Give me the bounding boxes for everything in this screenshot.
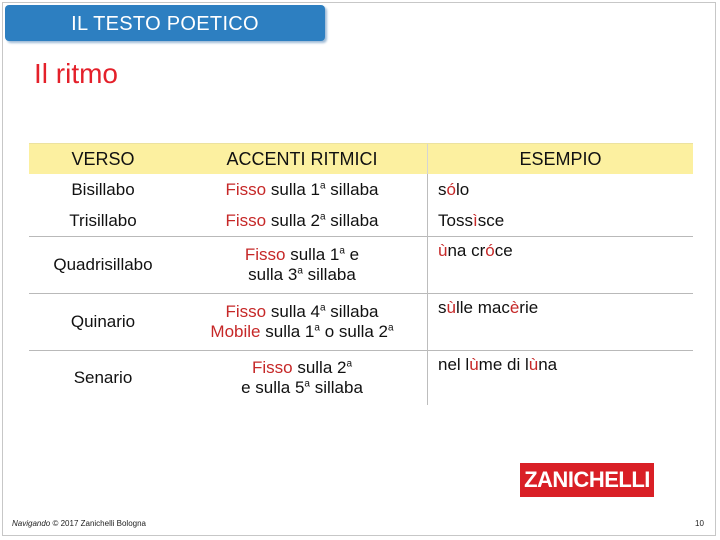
accent-rule: Fisso sulla 1$^a$ e sulla 3$^a$ sillaba (177, 237, 428, 294)
example-text: sólo (428, 174, 694, 206)
zanichelli-logo: ZANICHELLI (520, 463, 654, 497)
table-row (29, 294, 693, 351)
accent-rule: Fisso sulla 1$^a$ sillaba (225, 180, 379, 199)
section-tab-label: IL TESTO POETICO (71, 13, 259, 35)
example-text: Tossìsce (428, 206, 694, 237)
section-tab (5, 5, 325, 41)
accent-rule: Fisso sulla 2$^a$ sillaba (225, 211, 379, 230)
verse-name: Bisillabo (71, 180, 135, 199)
table-header-row (29, 144, 693, 175)
verse-name: Senario (29, 351, 177, 406)
footer-credit: Navigando © 2017 Zanichelli Bologna (12, 519, 146, 528)
verse-rhythm-table (29, 143, 693, 405)
table-row (29, 351, 693, 406)
table-row (29, 206, 693, 237)
header-esempio: ESEMPIO (428, 144, 694, 175)
verse-name: Quinario (29, 294, 177, 351)
table-row (29, 174, 693, 206)
example-text: ùna cróce (428, 237, 694, 294)
example-text: nel lùme di lùna (428, 351, 694, 406)
header-accenti-ritmici: ACCENTI RITMICI (177, 144, 428, 175)
accent-rule: Fisso sulla 4$^a$ sillaba Mobile sulla 1$^a$ o sulla 2$^a$ (177, 294, 428, 351)
header-verso: VERSO (29, 144, 177, 175)
example-text: sùlle macèrie (428, 294, 694, 351)
slide-title: Il ritmo (34, 58, 118, 89)
page-number: 10 (695, 519, 704, 528)
verse-name: Quadrisillabo (29, 237, 177, 294)
table-row (29, 237, 693, 294)
verse-name: Trisillabo (69, 211, 137, 230)
accent-rule: Fisso sulla 2$^a$ e sulla 5$^a$ sillaba (177, 351, 428, 406)
